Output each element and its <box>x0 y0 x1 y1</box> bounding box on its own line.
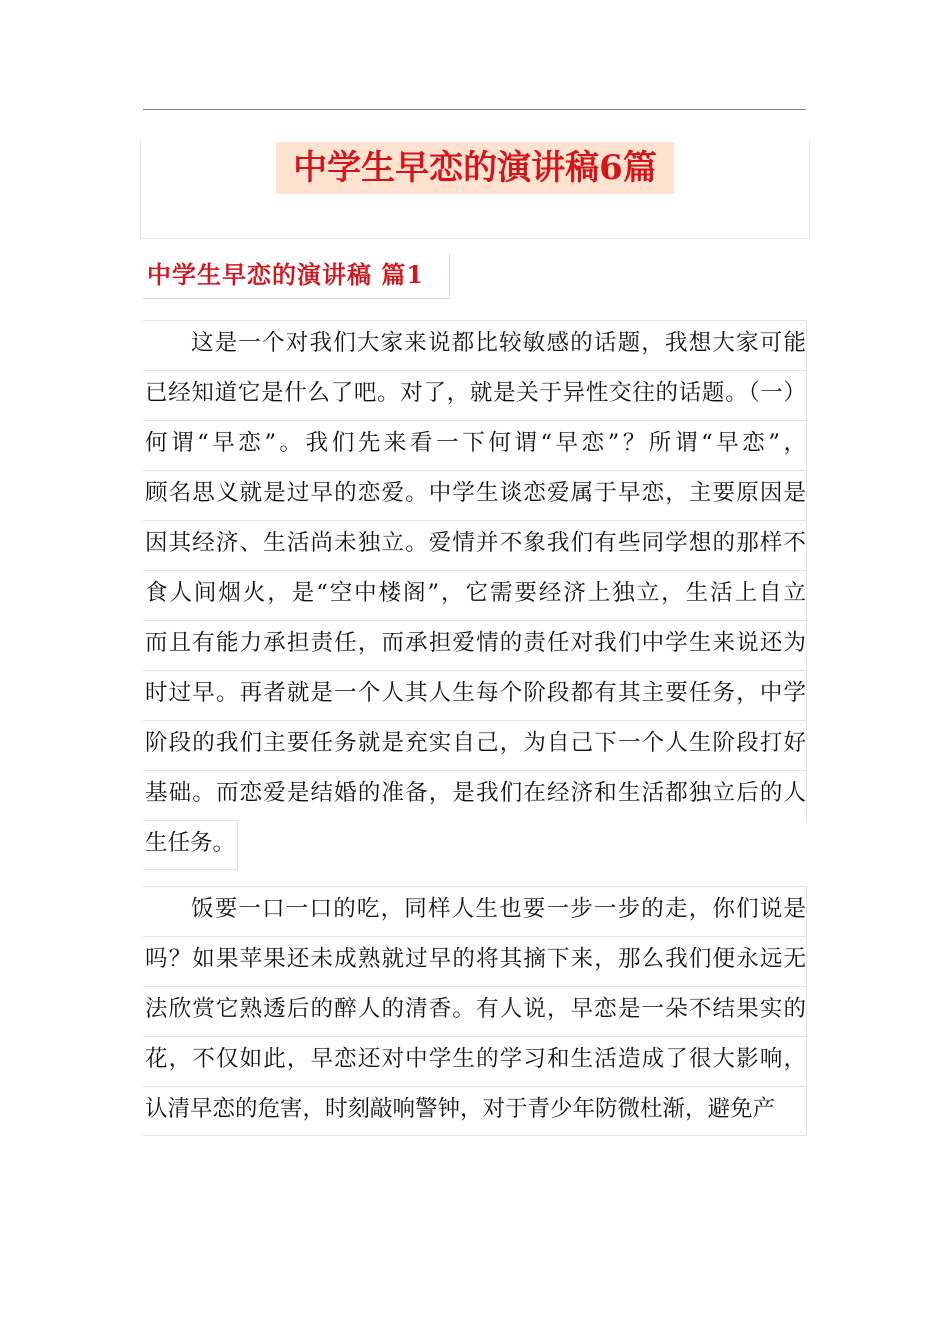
text-line: 吗？如果苹果还未成熟就过早的将其摘下来，那么我们便永远无 <box>143 936 807 986</box>
text-line: 这是一个对我们大家来说都比较敏感的话题，我想大家可能 <box>143 320 807 370</box>
paragraph-1 <box>143 320 807 870</box>
top-rule <box>143 109 806 110</box>
text-line: 时过早。再者就是一个人其人生每个阶段都有其主要任务，中学 <box>143 670 807 720</box>
text-line: 生任务。 <box>143 820 238 870</box>
text-line: 顾名思义就是过早的恋爱。中学生谈恋爱属于早恋，主要原因是 <box>143 470 807 520</box>
text-line: 阶段的我们主要任务就是充实自己，为自己下一个人生阶段打好 <box>143 720 807 770</box>
section-heading: 中学生早恋的演讲稿 篇1 <box>143 253 450 299</box>
text-line: 食人间烟火，是“空中楼阁”，它需要经济上独立，生活上自立 <box>143 570 807 620</box>
document-title: 中学生早恋的演讲稿6篇 <box>293 148 657 188</box>
text-line: 花，不仅如此，早恋还对中学生的学习和生活造成了很大影响， <box>143 1036 807 1086</box>
text-line: 而且有能力承担责任，而承担爱情的责任对我们中学生来说还为 <box>143 620 807 670</box>
text-line: 饭要一口一口的吃，同样人生也要一步一步的走，你们说是 <box>143 886 807 936</box>
text-line: 因其经济、生活尚未独立。爱情并不象我们有些同学想的那样不 <box>143 520 807 570</box>
text-line: 基础。而恋爱是结婚的准备，是我们在经济和生活都独立后的人 <box>143 770 807 820</box>
text-line: 已经知道它是什么了吧。对了，就是关于异性交往的话题。（一） <box>143 370 807 420</box>
paragraph-2 <box>143 886 807 1136</box>
text-line: 法欣赏它熟透后的醉人的清香。有人说，早恋是一朵不结果实的 <box>143 986 807 1036</box>
text-line: 认清早恋的危害，时刻敲响警钟，对于青少年防微杜渐，避免产 <box>143 1086 807 1136</box>
text-line: 何谓“早恋”。我们先来看一下何谓“早恋”？所谓“早恋”， <box>143 420 807 470</box>
